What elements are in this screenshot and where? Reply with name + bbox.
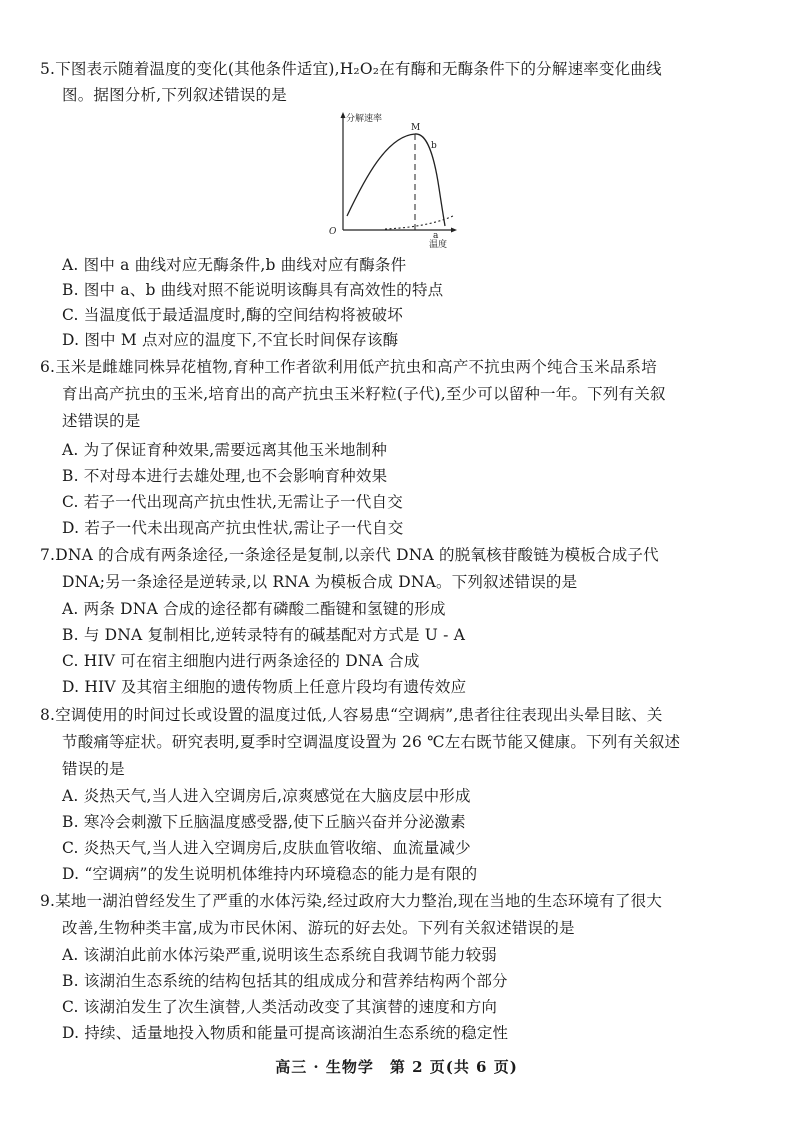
q9-option-b: B. 该湖泊生态系统的结构包括其的组成成分和营养结构两个部分 [62,972,508,990]
q5-option-c: C. 当温度低于最适温度时,酶的空间结构将被破坏 [62,306,403,324]
q8-option-d: D. “空调病”的发生说明机体维持内环境稳态的能力是有限的 [62,865,478,883]
x-axis-arrow [451,228,457,233]
curve-a [385,216,453,229]
q8-option-a: A. 炎热天气,当人进入空调房后,凉爽感觉在大脑皮层中形成 [62,787,471,805]
q7-option-d: D. HIV 及其宿主细胞的遗传物质上任意片段均有遗传效应 [62,678,467,696]
q6-option-a: A. 为了保证育种效果,需要远离其他玉米地制种 [62,441,388,459]
q6-option-c: C. 若子一代出现高产抗虫性状,无需让子一代自交 [62,493,403,511]
curve-b-label: b [431,141,437,151]
q9-option-a: A. 该湖泊此前水体污染严重,说明该生态系统自我调节能力较弱 [62,946,497,964]
q8-option-c: C. 炎热天气,当人进入空调房后,皮肤血管收缩、血流量减少 [62,839,471,857]
q8-stem-line-1: 8.空调使用的时间过长或设置的温度过低,人容易患“空调病”,患者往往表现出头晕目眩、关 [40,706,663,724]
q9-stem-line-2: 改善,生物种类丰富,成为市民休闲、游玩的好去处。下列有关叙述错误的是 [62,919,575,937]
q7-option-c: C. HIV 可在宿主细胞内进行两条途径的 DNA 合成 [62,652,420,670]
q9-option-c: C. 该湖泊发生了次生演替,人类活动改变了其演替的速度和方向 [62,998,498,1016]
y-axis-arrow [341,112,346,118]
q6-stem-line-3: 述错误的是 [62,412,141,430]
curve-a-label: a [433,231,439,241]
q6-stem-line-2: 育出高产抗虫的玉米,培育出的高产抗虫玉米籽粒(子代),至少可以留种一年。下列有关叙 [62,385,666,403]
q5-stem-line-1: 5.下图表示随着温度的变化(其他条件适宜),H₂O₂在有酶和无酶条件下的分解速率变化曲线 [40,60,662,78]
q8-option-b: B. 寒冷会刺激下丘脑温度感受器,使下丘脑兴奋并分泌激素 [62,813,466,831]
q9-stem-line-1: 9.某地一湖泊曾经发生了严重的水体污染,经过政府大力整治,现在当地的生态环境有了很大 [40,892,663,910]
q6-option-b: B. 不对母本进行去雄处理,也不会影响育种效果 [62,467,388,485]
q8-stem-line-2: 节酸痛等症状。研究表明,夏季时空调温度设置为 26 ℃左右既节能又健康。下列有关叙述 [62,733,681,751]
q8-stem-line-3: 错误的是 [62,760,125,778]
q5-stem-line-2: 图。据图分析,下列叙述错误的是 [62,86,287,104]
y-axis-label: 分解速率 [346,114,383,124]
rate-temperature-graph [325,108,465,248]
q7-stem-line-2: DNA;另一条途径是逆转录,以 RNA 为模板合成 DNA。下列叙述错误的是 [62,573,578,591]
origin-label: O [329,227,337,237]
x-axis-label: 温度 [429,240,448,248]
q5-option-b: B. 图中 a、b 曲线对照不能说明该酶具有高效性的特点 [62,281,444,299]
q5-option-a: A. 图中 a 曲线对应无酶条件,b 曲线对应有酶条件 [62,256,407,274]
enzyme-rate-figure [325,108,465,248]
q6-stem-line-1: 6.玉米是雌雄同株异花植物,育种工作者欲利用低产抗虫和高产不抗虫两个纯合玉米品系培 [40,358,657,376]
q7-stem-line-1: 7.DNA 的合成有两条途径,一条途径是复制,以亲代 DNA 的脱氧核苷酸链为模板合成子代 [40,546,659,564]
q6-option-d: D. 若子一代未出现高产抗虫性状,需让子一代自交 [62,519,404,537]
page-footer: 高三 · 生物学 第 2 页(共 6 页) [275,1058,518,1076]
q9-option-d: D. 持续、适量地投入物质和能量可提高该湖泊生态系统的稳定性 [62,1024,509,1042]
q5-option-d: D. 图中 M 点对应的温度下,不宜长时间保存该酶 [62,331,399,349]
point-m-label: M [411,123,421,133]
q7-option-a: A. 两条 DNA 合成的途径都有磷酸二酯键和氢键的形成 [62,600,446,618]
q7-option-b: B. 与 DNA 复制相比,逆转录特有的碱基配对方式是 U - A [62,626,466,644]
